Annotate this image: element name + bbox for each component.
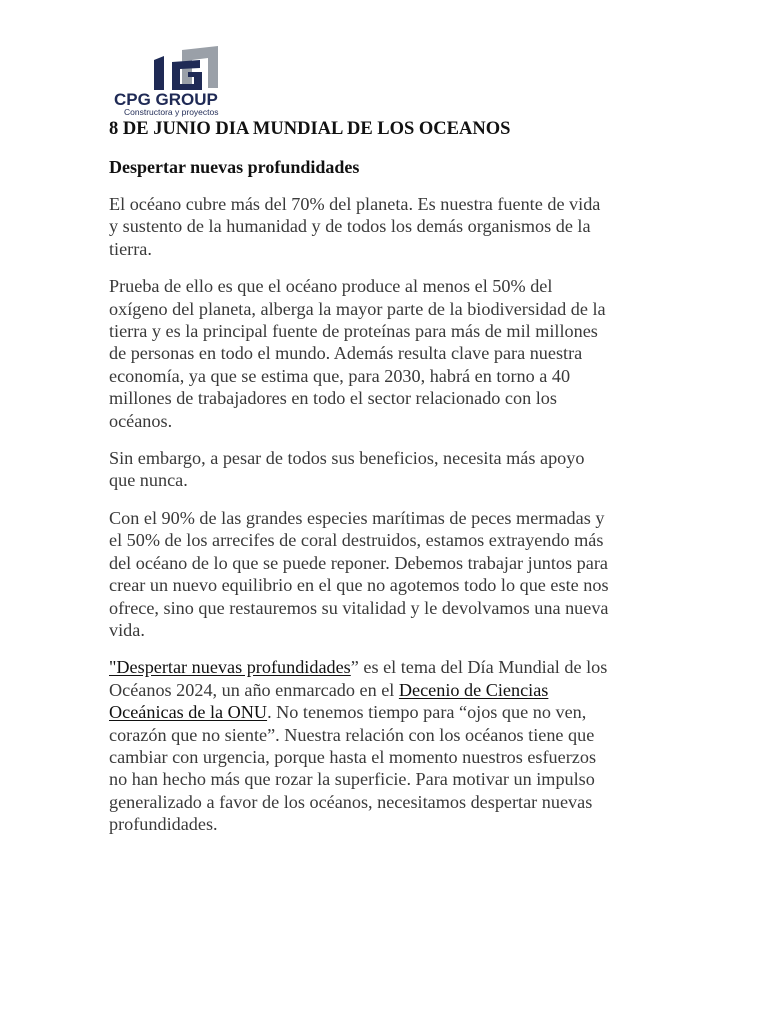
paragraph-1 [109,193,669,260]
document-body [109,118,669,851]
paragraph-2-line: economía, ya que se estima que, para 2030, habrá en torno a 40 [109,365,571,386]
logo-tagline-text: Constructora y proyectos [124,107,219,117]
logo-brand-text: CPG GROUP [114,90,218,109]
document-subtitle: Despertar nuevas profundidades [109,157,360,177]
paragraph-3-line: Sin embargo, a pesar de todos sus beneficios, necesita más apoyo [109,448,585,469]
paragraph-5-text: ” es el tema del Día Mundial de los [350,657,608,678]
paragraph-3 [109,447,669,492]
paragraph-5-text: . No tenemos tiempo para “ojos que no ven, [267,702,587,723]
paragraph-4-line: crear un nuevo equilibrio en el que no agotemos todo lo que este nos [109,575,609,596]
paragraph-2-line: millones de trabajadores en todo el sector relacionado con los [109,388,557,409]
paragraph-5 [109,656,669,835]
paragraph-4-line: ofrece, sino que restauremos su vitalidad y le devolvamos una nueva [109,597,609,618]
decenio-link-part-1[interactable]: Decenio de Ciencias [398,679,549,700]
paragraph-5-line: profundidades. [109,814,218,835]
decenio-link-part-2[interactable]: Oceánicas de la ONU [109,702,268,723]
paragraph-4-line: del océano de lo que se puede reponer. Debemos trabajar juntos para [109,552,608,573]
despertar-link[interactable]: "Despertar nuevas profundidades [109,657,351,678]
document-title: 8 DE JUNIO DIA MUNDIAL DE LOS OCEANOS [109,119,511,139]
paragraph-4-line: vida. [109,619,145,640]
paragraph-4-line: Con el 90% de las grandes especies marítimas de peces mermadas y [109,507,605,528]
paragraph-5-line: corazón que no siente”. Nuestra relación con los océanos tiene que [109,724,595,745]
paragraph-2-line: océanos. [109,410,173,431]
paragraph-1-line: tierra. [109,238,152,259]
paragraph-4-line: el 50% de los arrecifes de coral destruidos, estamos extrayendo más [109,530,604,551]
cpg-logo-icon [112,44,262,118]
paragraph-3-line: que nunca. [109,470,188,491]
paragraph-1-line: y sustento de la humanidad y de todos los demás organismos de la [109,216,591,237]
paragraph-5-line: cambiar con urgencia, porque hasta el momento nuestros esfuerzos [109,746,597,767]
paragraph-2-line: tierra y es la principal fuente de proteínas para más de mil millones [109,321,598,342]
paragraph-2-line: oxígeno del planeta, alberga la mayor parte de la biodiversidad de la [109,298,606,319]
paragraph-5-line: generalizado a favor de los océanos, necesitamos despertar nuevas [109,791,593,812]
company-logo [112,44,262,118]
paragraph-5-text: Océanos 2024, un año enmarcado en el [109,679,399,700]
paragraph-2-line: Prueba de ello es que el océano produce al menos el 50% del [109,276,553,297]
paragraph-5-line: no han hecho más que rozar la superficie. Para motivar un impulso [109,769,595,790]
paragraph-2 [109,275,669,432]
paragraph-4 [109,507,669,641]
paragraph-2-line: de personas en todo el mundo. Además resulta clave para nuestra [109,343,583,364]
paragraph-1-line: El océano cubre más del 70% del planeta. Es nuestra fuente de vida [109,194,601,214]
